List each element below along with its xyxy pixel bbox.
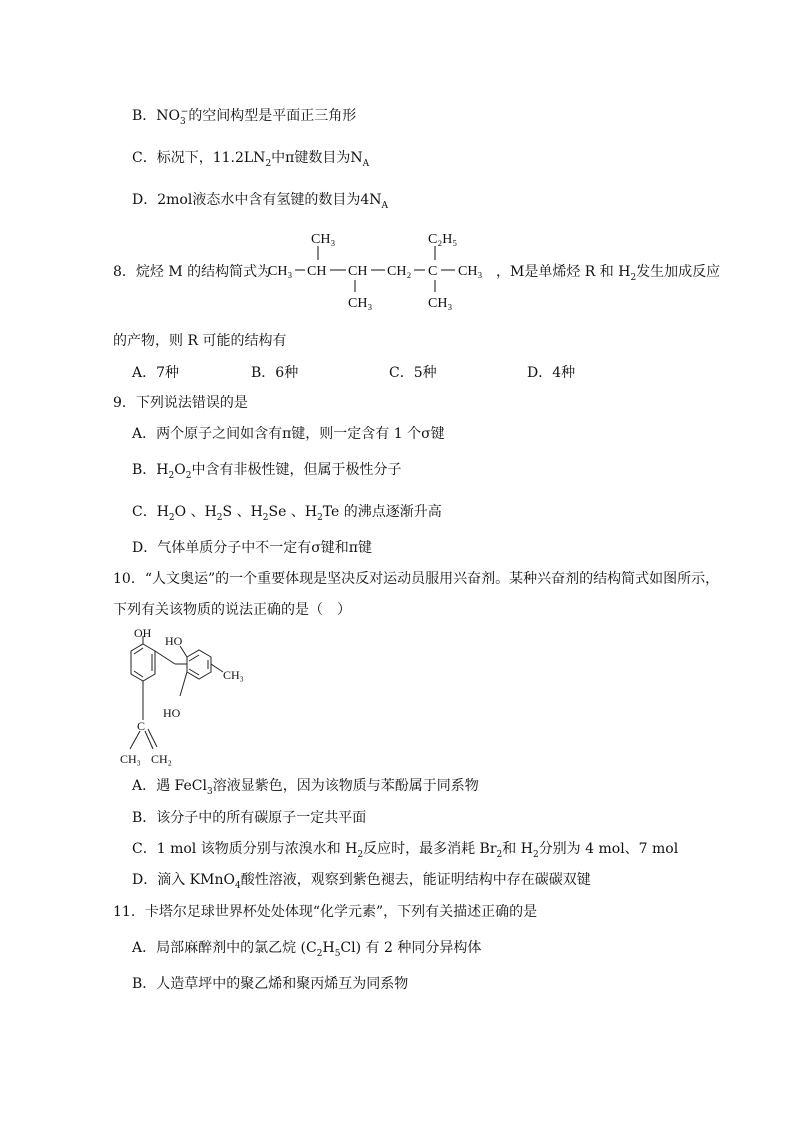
- q8-suffix-b: 发生加成反应: [636, 264, 721, 280]
- q7-c-sub2: A: [362, 158, 370, 169]
- q10-c-t4: 分别为 4 mol、7 mol: [538, 841, 679, 857]
- q11-a-t2: H: [322, 940, 335, 956]
- q8-stem-suffix: [496, 263, 720, 281]
- q9-c-label: C．H: [132, 504, 169, 520]
- q10-molecule-structure: [115, 624, 255, 774]
- q10-c-s3: 2: [532, 849, 539, 860]
- q9-c-s1: 2: [168, 512, 175, 523]
- label-oh-top-left: OH: [134, 626, 152, 640]
- q9-c-t4: Te 的沸点逐渐升高: [322, 504, 442, 520]
- q8-suffix-sub: 2: [630, 272, 637, 283]
- q7-b-text: 的空间构型是平面正三角形: [188, 108, 357, 124]
- chain-ch3-right: CH₃: [458, 264, 483, 279]
- q10-d-t2: 酸性溶液，观察到紫色褪去，能证明结构中存在碳碳双键: [240, 872, 591, 888]
- q7-b-sup: −: [180, 107, 189, 118]
- q10-option-d: [132, 871, 591, 889]
- q8-option-d: D．4种: [527, 365, 576, 381]
- q8-option-b: B．6种: [251, 365, 299, 381]
- q10-continuation: 下列有关该物质的说法正确的是（ ）: [113, 602, 351, 618]
- label-ch3-bottom: CH₃: [120, 752, 141, 766]
- q7-d-label: D．: [132, 192, 158, 208]
- q11-a-s2: 5: [334, 948, 341, 959]
- top-substituent-c2h5: C₂H₅: [428, 232, 458, 247]
- q10-d-s1: 4: [234, 880, 241, 891]
- q8-continuation: 的产物，则 R 可能的结构有: [113, 333, 287, 349]
- q8-option-c: C．5种: [389, 365, 437, 381]
- chain-c-quaternary: C: [428, 264, 438, 279]
- q9-b-label: B．H: [132, 462, 169, 478]
- q9-option-a: A．两个原子之间如含有π键，则一定含有 1 个σ键: [132, 426, 445, 442]
- q10-option-b: B．该分子中的所有碳原子一定共平面: [132, 810, 367, 826]
- q9-c-t1: O 、H: [174, 504, 217, 520]
- label-ch3-right: CH₃: [223, 668, 244, 682]
- q7-d-text: 2mol液态水中含有氢键的数目为4N: [157, 192, 382, 208]
- q10-c-s1: 2: [357, 849, 364, 860]
- q9-c-t3: Se 、H: [268, 504, 318, 520]
- q11-option-b: B．人造草坪中的聚乙烯和聚丙烯互为同系物: [132, 976, 409, 992]
- q9-b-text: 中含有非极性键，但属于极性分子: [191, 462, 402, 478]
- q7-option-b: [132, 107, 356, 125]
- q10-a-t2: 溶液显紫色，因为该物质与苯酚属于同系物: [212, 778, 479, 794]
- label-ch2-bottom: CH₂: [151, 752, 172, 766]
- q9-c-s3: 2: [262, 512, 269, 523]
- q9-option-c: [132, 503, 442, 521]
- label-ho-bottom: HO: [163, 706, 181, 720]
- q7-b-label: B．: [132, 108, 157, 124]
- chain-ch2: CH₂: [387, 264, 412, 279]
- chain-ch-1: CH: [307, 264, 327, 279]
- q8-structural-formula: [268, 228, 498, 314]
- top-substituent-ch3: CH₃: [311, 232, 336, 247]
- q10-option-c: [132, 840, 678, 858]
- q9-option-b: [132, 461, 401, 479]
- q7-option-d: [132, 191, 388, 209]
- q8-suffix-a: ，M是单烯烃 R 和 H: [496, 264, 631, 280]
- q10-c-t3: 和 H: [502, 841, 533, 857]
- q9-option-d: D．气体单质分子中不一定有σ键和π键: [132, 540, 372, 556]
- q11-a-t3: Cl) 有 2 种同分异构体: [340, 940, 482, 956]
- q10-a-t1: A．遇 FeCl: [132, 778, 207, 794]
- q7-b-sub: 3: [180, 116, 186, 127]
- q11-a-s1: 2: [316, 948, 323, 959]
- q7-c-sub: 2: [265, 158, 272, 169]
- q10-a-s1: 3: [206, 786, 213, 797]
- q7-option-c: [132, 149, 369, 167]
- q7-d-sub: A: [381, 200, 388, 211]
- chain-ch-2: CH: [348, 264, 368, 279]
- q9-b-sub2: 2: [185, 470, 192, 481]
- q10-d-t1: D．滴入 KMnO: [132, 872, 235, 888]
- q10-c-t2: 反应时，最多消耗 Br: [363, 841, 497, 857]
- q7-c-text-a: 标况下，11.2LN: [156, 150, 266, 166]
- label-c: C: [137, 719, 146, 733]
- q8-option-a: A．7种: [132, 365, 180, 381]
- bottom-substituent-ch3-2: CH₃: [428, 296, 453, 311]
- bottom-substituent-ch3-1: CH₃: [348, 296, 373, 311]
- q11-option-a: [132, 939, 481, 957]
- chain-ch3-left: CH₃: [268, 264, 293, 279]
- q10-stem: 10．“人文奥运”的一个重要体现是坚决反对运动员服用兴奋剂。某种兴奋剂的结构简式如图所示，: [113, 571, 720, 587]
- q7-c-label: C．: [132, 150, 157, 166]
- label-ho-top: HO: [165, 634, 183, 648]
- q10-option-a: [132, 777, 479, 795]
- q9-b-mid: O: [174, 462, 186, 478]
- q10-c-t1: C．1 mol 该物质分别与浓溴水和 H: [132, 841, 358, 857]
- q8-stem-prefix: 8．烷烃 M 的结构简式为: [113, 264, 272, 280]
- q7-b-formula: NO: [156, 108, 181, 124]
- q9-c-t2: S 、H: [222, 504, 263, 520]
- q9-c-s2: 2: [216, 512, 223, 523]
- q9-stem: 9．下列说法错误的是: [113, 395, 248, 411]
- q9-b-sub: 2: [168, 470, 175, 481]
- q10-c-s2: 2: [496, 849, 503, 860]
- q11-a-t1: A．局部麻醉剂中的氯乙烷 (C: [132, 940, 317, 956]
- q9-c-s4: 2: [317, 512, 323, 523]
- q11-stem: 11．卡塔尔足球世界杯处处体现“化学元素”，下列有关描述正确的是: [113, 904, 538, 920]
- q7-c-text-b: 中π键数目为N: [271, 150, 363, 166]
